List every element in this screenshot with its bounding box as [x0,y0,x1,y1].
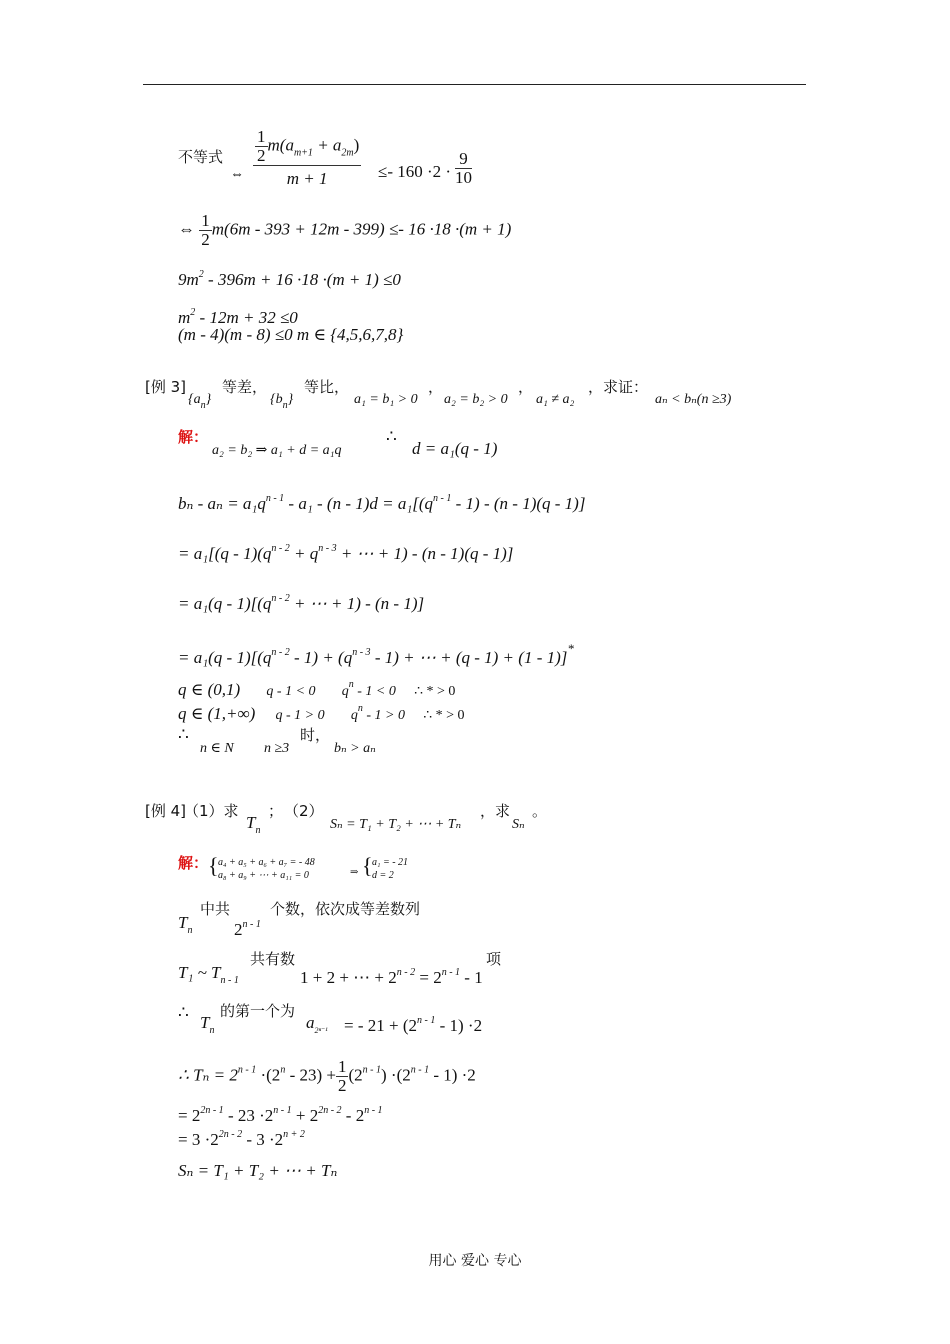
ex3-comma2: ， [518,378,534,396]
ex4-l2-gongyou: 共有数 [250,950,296,968]
ineq-label: 不等式 [178,148,224,166]
ex4-l4: ∴ $T_n = 2^{n - 1} \cdot(2^n - 23)$ + $\frac{1}{2}$ $(2^{n - 1}) \cdot(2^{n - 1} - 1) \cdot 2$ [178,1057,476,1095]
system-solution: a₁ = - 21 d = 2 [372,857,409,881]
ex3-set-b: $\{b_n\}$ [270,392,294,411]
ex4-l7: Sₙ = T₁ + T₂ + ⋯ + Tₙ [178,1161,338,1180]
ex4-l2-sum: 1 + 2 + ⋯ + $2^{n - 2} = 2^{n - 1} - 1$ [300,967,483,987]
ex3-final-c: bₙ > aₙ [334,741,376,756]
ex3-step1b: d = a₁(q - 1) [412,439,498,458]
header-rule [143,84,806,85]
star-marker: * [567,641,574,656]
ex2-line3: $9m^2 - 396m + 16 \cdot 18 \cdot(m + 1) \le 0$ [178,269,401,289]
ex3-final-b: n ≥3 [264,741,290,756]
ex3-step4: = $a_1(q - 1)[(q^{n - 2}$ + ⋯ + 1) - (n - 1)] [178,593,425,613]
ex4-period: 。 [532,802,548,820]
ex3-jie: 解： [178,428,209,446]
ex3-dengbi: 等比， [304,378,350,396]
ex4-l3-therefore: ∴ [178,1003,189,1022]
ex4-qiu: ，求 [480,802,511,820]
ex4-l3-term: $a_{2^{n-1}}$ [306,1013,328,1035]
ex4-sn-def: Sₙ = T₁ + T₂ + ⋯ + Tₙ [330,817,462,832]
ex3-case1: q ∈ (0,1) q - 1 < 0 $q^n - 1 < 0$ ∴ * > 0 [178,679,456,699]
ex4-label: [例 4] [145,802,187,820]
ex3-final-a: n ∈ N [200,741,234,756]
ex3-qiuzheng: ，求证： [588,378,649,396]
ex3-cond3: a₁ ≠ a₂ [536,392,575,407]
system-brace-left: { [208,853,219,878]
ex4-jie: 解： [178,854,209,872]
ex4-sn: Sₙ [512,817,525,832]
ex4-part2: （2） [284,802,324,820]
ex4-semi: ； [268,802,284,820]
ex4-l3-first: 的第一个为 [220,1002,296,1020]
ex4-l1-rest: 个数，依次成等差数列 [270,900,421,918]
ex4-l1-count: 2$^{n - 1}$ [234,919,261,939]
solution-brace-left: { [362,853,373,878]
page-footer: 用心 爱心 专心 [428,1253,522,1269]
ex4-l3-value: = - $21 + (2^{n - 1} - 1) \cdot 2$ [344,1015,483,1035]
ex3-step5: = $a_1(q - 1)[(q^{n - 2} - 1) + (q^{n - 3} - 1)$ + ⋯ + (q - 1) + (1 - 1)]* [178,641,574,667]
ex2-line2: ⇔ $\frac{1}{2}$ m(6m - 393 + 12m - 399) ≤- 16 ·18 ·(m + 1) [178,211,512,249]
ex3-final-shi: 时， [300,726,331,744]
ineq-main-fraction: $\frac{1}{2}$ $m(a_{m+1} + a_{2m})$ m + 1 [253,128,361,188]
ineq-rhs: ≤- 160 ·2 · [378,162,452,181]
ex3-goal: aₙ < bₙ(n ≥3) [655,392,732,407]
system-equations: a₄ + a₅ + a₆ + a₇ = - 48 a₈ + a₉ + ⋯ + a₁₁ = 0 [218,857,315,881]
ex4-part1: （1）求 [184,802,239,820]
ineq-iff: ⇔ [230,167,244,182]
ex3-set-a: $\{a_n\}$ [188,392,212,411]
ex4-l1-zhonggong: 中共 [200,900,231,918]
ineq-nine-tenths: $\frac{9}{10}$ [455,149,472,187]
ineq-label-line [178,146,223,168]
ex4-l6: = $3 \cdot 2^{2n - 2} - 3 \cdot 2^{n + 2}$ [178,1129,305,1149]
ex4-l2-xiang: 项 [486,950,502,968]
ex3-final-therefore: ∴ [178,725,189,744]
ex4-l3-tn: $T_n$ [200,1013,215,1036]
ex3-comma1: ， [428,378,444,396]
ex3-step3: = $a_1[(q - 1)(q^{n - 2} + q^{n - 3}$ + ⋯ + 1) - (n - 1)(q - 1)] [178,543,514,563]
ex3-cond2: a₂ = b₂ > 0 [444,392,508,407]
ex2-line4: $m^2 - 12m + 32 \le 0$ [178,307,298,327]
ex4-l2-a: T₁ ~ $T_{n - 1}$ [178,963,239,986]
ex3-case2: q ∈ (1,+∞) q - 1 > 0 $q^n - 1 > 0$ ∴ * > 0 [178,703,465,723]
ex4-l5: = $2^{2n - 1} - 23 \cdot 2^{n - 1} + 2^{2n - 2} - 2^{n - 1}$ [178,1105,383,1125]
ex4-tn: $T_n$ [246,813,261,836]
ex3-cond1: a₁ = b₁ > 0 [354,392,418,407]
ex4-l1-tn: $T_n$ [178,913,193,936]
ex2-line5: (m - 4)(m - 8) ≤0 m ∈ {4,5,6,7,8} [178,325,404,344]
ex3-therefore1: ∴ [386,427,397,446]
ex3-label: [例 3] [145,378,187,396]
ex3-step2: $b_n - a_n = a_1q^{n - 1} - a_1 - (n - 1)d = a_1[(q^{n - 1} - 1) - (n - 1)(q - 1)]$ [178,493,586,513]
system-arrow: ⇒ [350,867,359,878]
ex3-dengcha: 等差， [222,378,268,396]
ex3-step1: a₂ = b₂ ⇒ a₁ + d = a₁q [212,443,342,458]
